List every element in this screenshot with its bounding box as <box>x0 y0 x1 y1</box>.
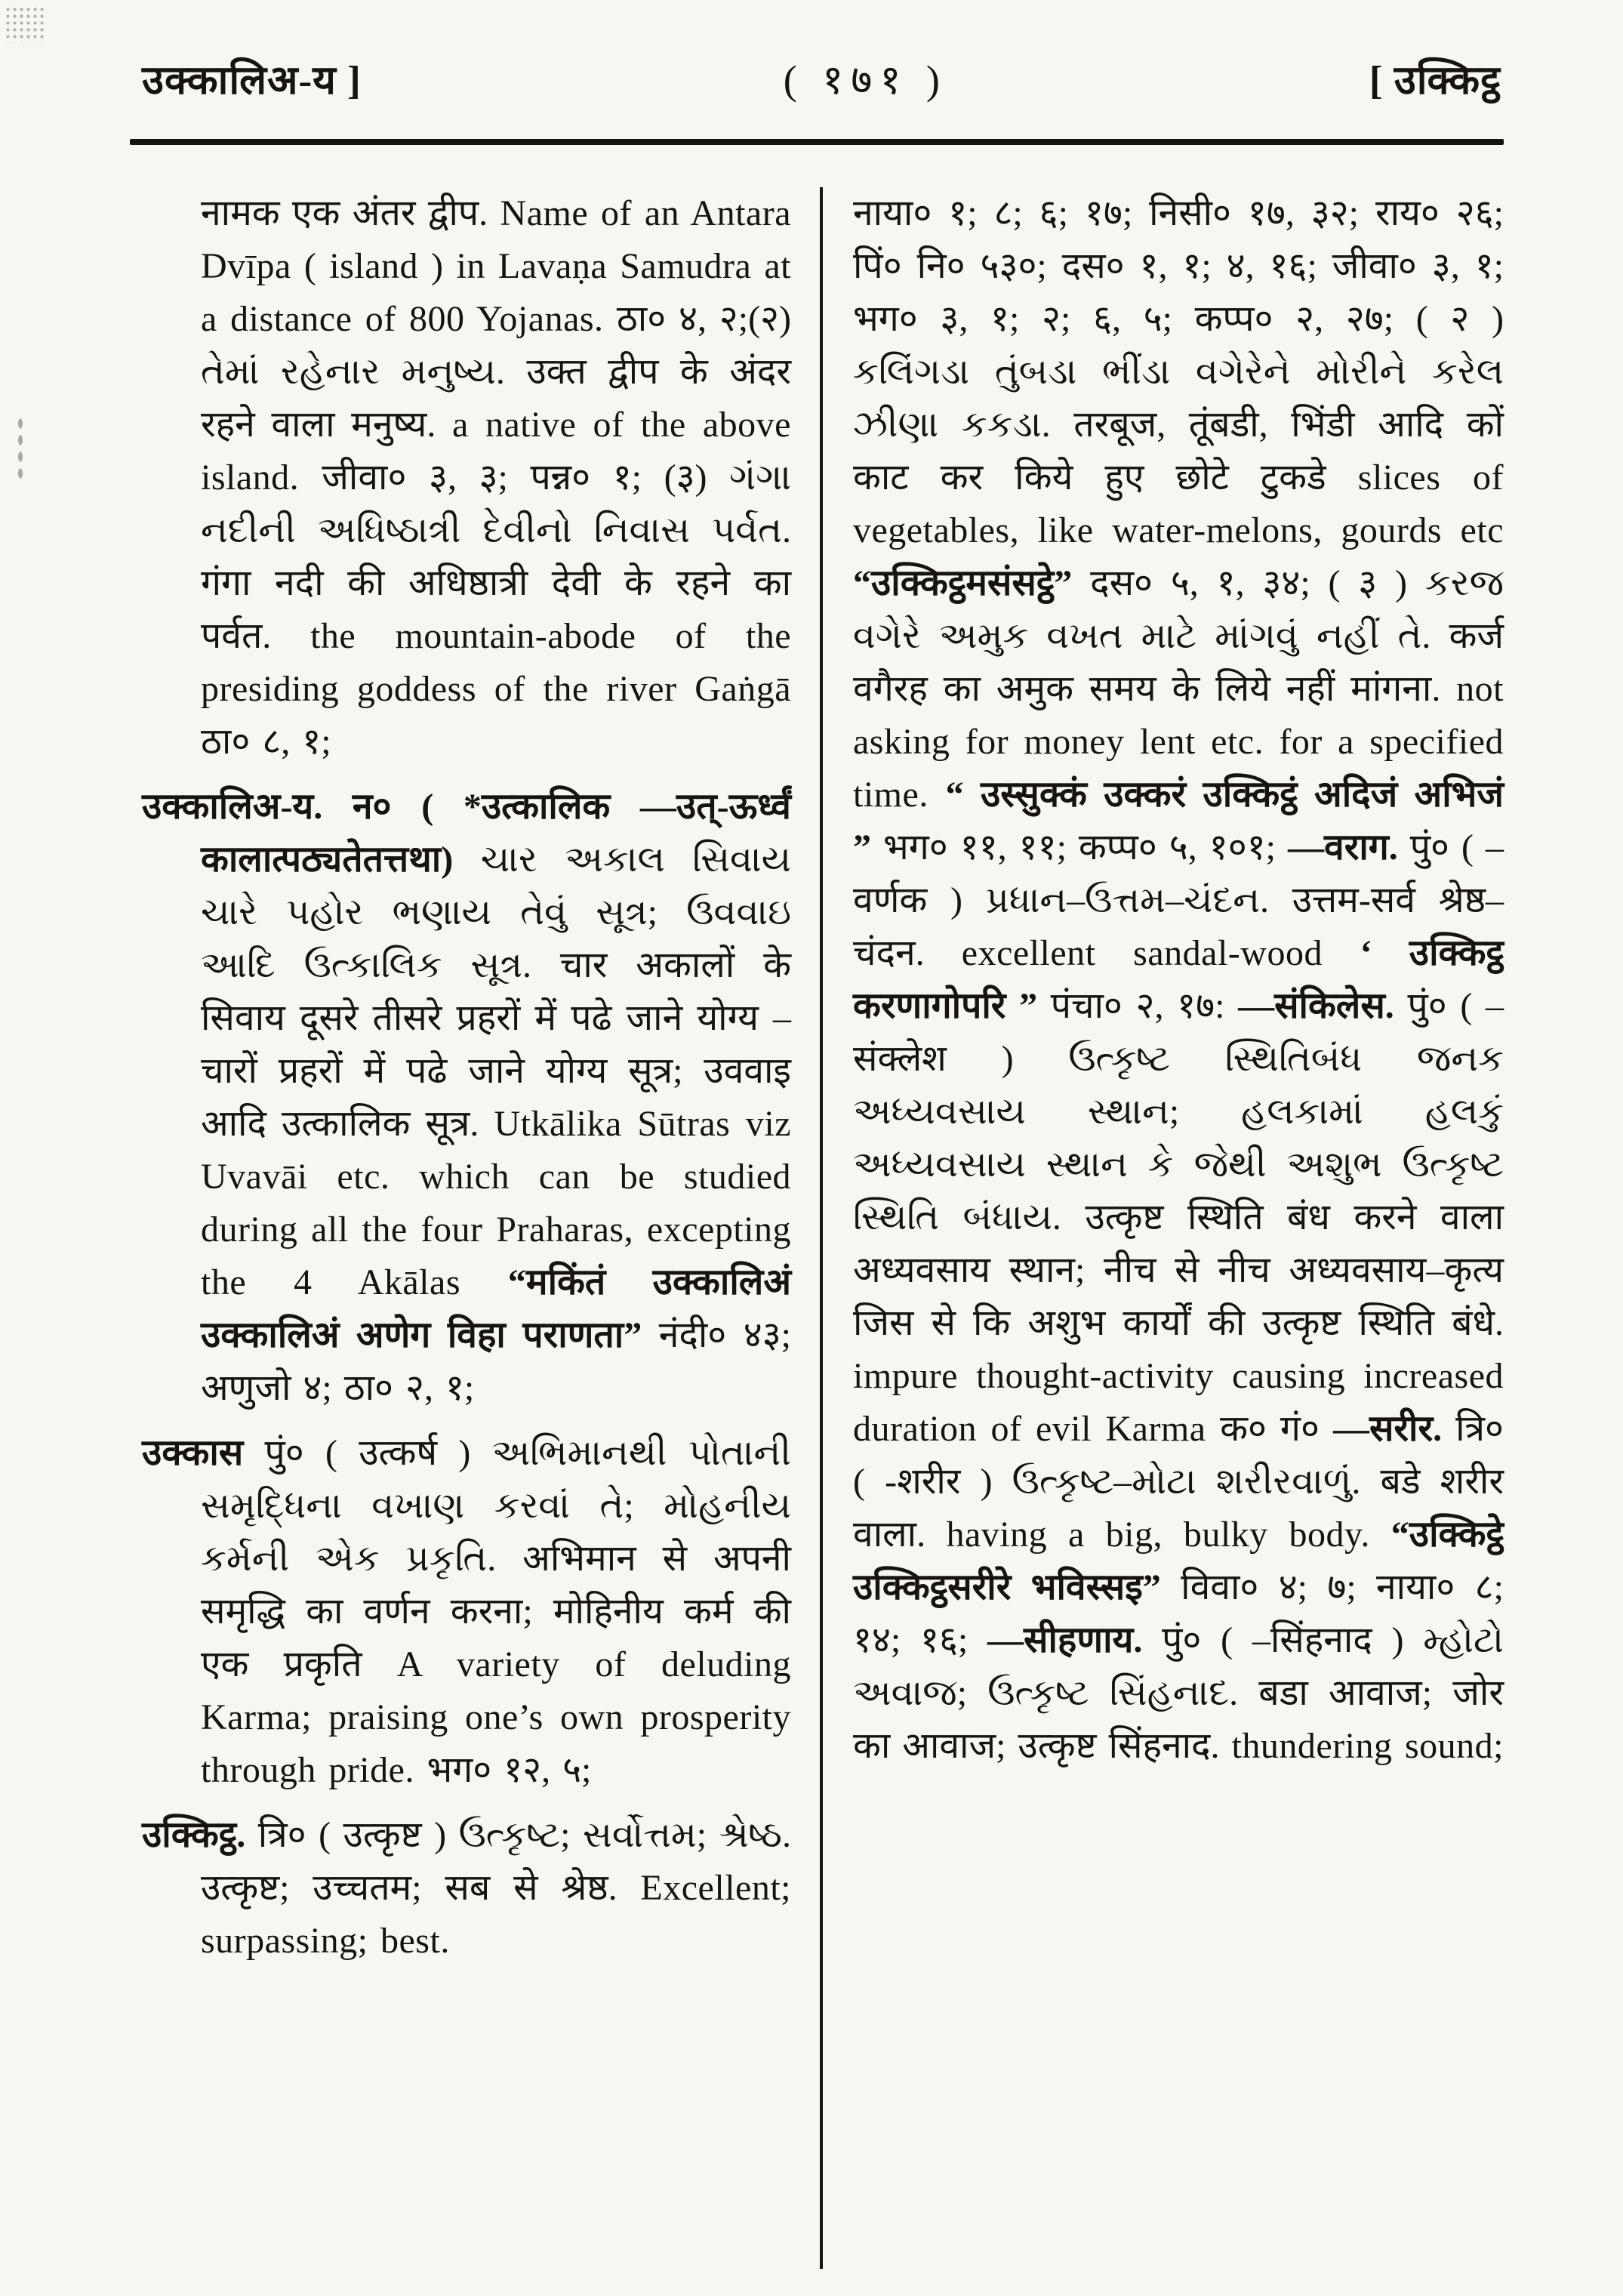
text-segment: Utkālika Sūtras viz Uvavāi etc. which can be studied during all the four Praharas, excepting the 4 Akālas <box>201 1104 792 1302</box>
text-segment: चार अकालों के सिवाय दूसरे तीसरे प्रहरों में पढे जाने योग्य –चारों प्रहरों में पढे जाने योग्य सूत्र; उववाइ आदि उत्कालिक सूत्र. <box>201 945 791 1144</box>
scan-artifact <box>17 415 24 483</box>
text-segment: दस० ५, १, ३४; ( ३ ) <box>1090 563 1425 603</box>
text-segment: पंचा० २, १७: <box>1050 986 1239 1026</box>
text-segment: अभिमान से अपनी समृद्धि का वर्णन करना; मोहिनीय कर्म की एक प्रकृति <box>201 1539 791 1684</box>
header-headword-range-left: उक्कालिअ-य ] <box>142 59 362 103</box>
bold-segment: उक्कालिअ-य. <box>142 787 353 827</box>
bold-segment: “मकिंतं उक्कालिअं उक्कालिअं अणेग विहा पराणता” <box>201 1262 791 1355</box>
text-segment: पुं० ( –सिंहनाद ) <box>1162 1620 1424 1660</box>
bold-segment: “ उस्सुक्कं उक्करं उक्किट्ठं अदिजं अभिजं ” <box>853 775 1504 868</box>
text-segment: क० गं० <box>1220 1409 1333 1449</box>
text-segment: नंदी० ४३; अणुजो ४; ठा० २, १; <box>201 1315 791 1408</box>
right-column <box>853 187 1504 2269</box>
text-segment: तरबूज, तूंबडी, भिंडी आदि कों काट कर किये हुए छोटे टुकडे <box>853 405 1504 498</box>
page-header <box>142 50 1501 106</box>
text-segment: Excellent; surpassing; best. <box>201 1868 791 1961</box>
text-segment: a native of the above island. <box>201 405 791 498</box>
text-segment: ઉત્કૃષ્ટ સ્થિતિબંધ જનક અધ્યવસાય સ્થાન; હલકામાં હલકું અધ્યવસાય સ્થાન કે જેથી અશુભ ઉત્કૃષ્ટ સ્થિતિ બંધાય. <box>853 1039 1504 1237</box>
text-segment: તેમાં રહેનાર મનુષ્ય. <box>201 352 527 392</box>
text-segment: नामक एक अंतर द्वीप. <box>201 193 500 233</box>
bold-segment: —सरीर. <box>1332 1409 1456 1449</box>
text-segment: गंगा नदी की अधिष्ठात्री देवी के रहने का पर्वत. <box>201 563 791 656</box>
bold-segment: उक्कास <box>142 1433 265 1473</box>
text-segment: उक्त द्वीप के अंदर रहने वाला मनुष्य. <box>201 352 791 445</box>
text-segment: जीवा० ३, ३; पन्न० १; (३) <box>322 458 730 498</box>
text-segment: ठा० ४, २;(२) <box>616 299 792 339</box>
text-segment: ઉત્કૃષ્ટ–મોટા શરીરવાળું. <box>1012 1462 1381 1502</box>
text-segment: thundering sound; <box>1231 1726 1504 1766</box>
text-segment: અભિમાનથી પોતાની સમૃદ્ધિના વખાણ કરવાં તે; મોહનીય કર્મની એક પ્રકૃતિ. <box>201 1433 791 1579</box>
text-segment: the mountain-abode of the presiding goddess of the river Gaṅgā <box>201 616 792 709</box>
text-segment: भग० ११, ११; कप्प० ५, १०१; <box>883 827 1288 868</box>
text-segment: કલિંગડા તુંબડા ભીંડા વગેરેને મોરીને કરેલ ઝીણા કકડા. <box>853 352 1504 445</box>
scan-artifact <box>5 6 45 42</box>
text-segment: उत्तम-सर्व श्रेष्ठ–चंदन. <box>853 880 1504 973</box>
text-segment: having a big, bulky body. <box>946 1515 1391 1555</box>
continuation-paragraph <box>142 187 791 769</box>
bold-segment: ‘ उक्किट्ठ करणागोपरि ” <box>853 933 1504 1026</box>
text-segment: पुं० ( –वर्णक ) <box>853 827 1504 920</box>
text-segment: મ્હોટો અવાજ; ઉત્કૃષ્ટ સિંહનાદ. <box>853 1620 1504 1713</box>
bold-segment: “उक्किट्ठे उक्किट्ठसरीरे भविस्सइ” <box>853 1515 1504 1607</box>
text-segment: ठा० ८, १; <box>201 722 331 762</box>
text-segment: भग० १२, ५; <box>427 1750 592 1790</box>
dictionary-entry <box>142 1809 791 1968</box>
text-segment: ગંગા નદીની અધિષ્ઠાત્રી દેવીનો નિવાસ પર્વત. <box>201 458 792 550</box>
header-headword-range-right: [ उक्किट्ठ <box>1369 59 1501 103</box>
page-number: ( १७१ ) <box>783 57 947 103</box>
continuation-paragraph <box>853 187 1504 1773</box>
bold-segment: उक्किट्ठ. <box>142 1815 258 1855</box>
header-rule <box>130 139 1504 145</box>
text-segment: बडा आवाज; जोर का आवाज; उत्कृष्ट सिंहनाद. <box>853 1673 1504 1766</box>
text-columns <box>142 187 1504 2269</box>
bold-segment: न० ( *उत्कालिक —उत्-ऊर्ध्वं कालात्पठ्यतेतत्तथा) <box>201 787 791 880</box>
text-segment: बडे शरीर वाला. <box>853 1462 1504 1555</box>
bold-segment: —वराग. <box>1288 827 1410 868</box>
text-segment: नाया० १; ८; ६; १७; निसी० १७, ३२; राय० २६; पिं० नि० ५३०; दस० १, १; ४, १६; जीवा० ३, १; भग० ३, १; २; ६, ५; कप्प० २, २७; ( २ ) <box>853 193 1504 339</box>
bold-segment: “उक्किट्ठमसंसट्ठे” <box>853 563 1091 603</box>
text-segment: ચાર અકાલ સિવાય ચારે પહોર ભણાય તેવું સૂત્ર; ઉવવાઇ આદિ ઉત્કાલિક સૂત્ર. <box>201 840 791 985</box>
text-segment: कर्ज वगैरह का अमुक समय के लिये नहीं मांगना. <box>853 616 1504 709</box>
text-segment: त्रि० ( उत्कृष्ट ) <box>257 1815 459 1855</box>
text-segment: કરજ વગેરે અમુક વખત માટે માંગવું નહીં તે. <box>853 563 1504 656</box>
text-segment: excellent sandal-wood <box>961 933 1360 973</box>
text-segment: उत्कृष्ट; उच्चतम; सब से श्रेष्ठ. <box>201 1868 641 1908</box>
dictionary-entry <box>142 1427 791 1797</box>
text-segment: પ્રધાન–ઉત્તમ–ચંદન. <box>985 880 1292 920</box>
text-segment: not asking for money lent etc. for a specified time. <box>853 669 1504 815</box>
left-column <box>142 187 791 2269</box>
text-segment: impure thought-activity causing increased duration of evil Karma <box>853 1356 1504 1449</box>
dictionary-entry <box>142 781 791 1415</box>
text-segment: विवा० ४; ७; नाया० ८; १४; १६; <box>853 1567 1504 1660</box>
text-segment: त्रि० ( -शरीर ) <box>853 1409 1504 1502</box>
bold-segment: —संकिलेस. <box>1238 986 1408 1026</box>
bold-segment: —सीहणाय. <box>987 1620 1163 1660</box>
column-divider <box>820 187 823 2269</box>
text-segment: slices of vegetables, like water-melons, gourds etc <box>853 458 1504 550</box>
text-segment: उत्कृष्ट स्थिति बंध करने वाला अध्यवसाय स्थान; नीच से नीच अध्यवसाय–कृत्य जिस से कि अशुभ कार्यों की उत्कृष्ट स्थिति बंधे. <box>853 1197 1504 1343</box>
text-segment: Name of an Antara Dvīpa ( island ) in Lavaṇa Samudra at a distance of 800 Yojanas. <box>201 193 792 339</box>
text-segment: ઉત્કૃષ્ટ; સર્વોત્તમ; શ્રેષ્ઠ. <box>458 1815 791 1855</box>
text-segment: A variety of deluding Karma; praising one’s own prosperity through pride. <box>201 1644 791 1790</box>
text-segment: पुं० ( –संक्लेश ) <box>853 986 1504 1079</box>
text-segment: पुं० ( उत्कर्ष ) <box>264 1433 492 1473</box>
